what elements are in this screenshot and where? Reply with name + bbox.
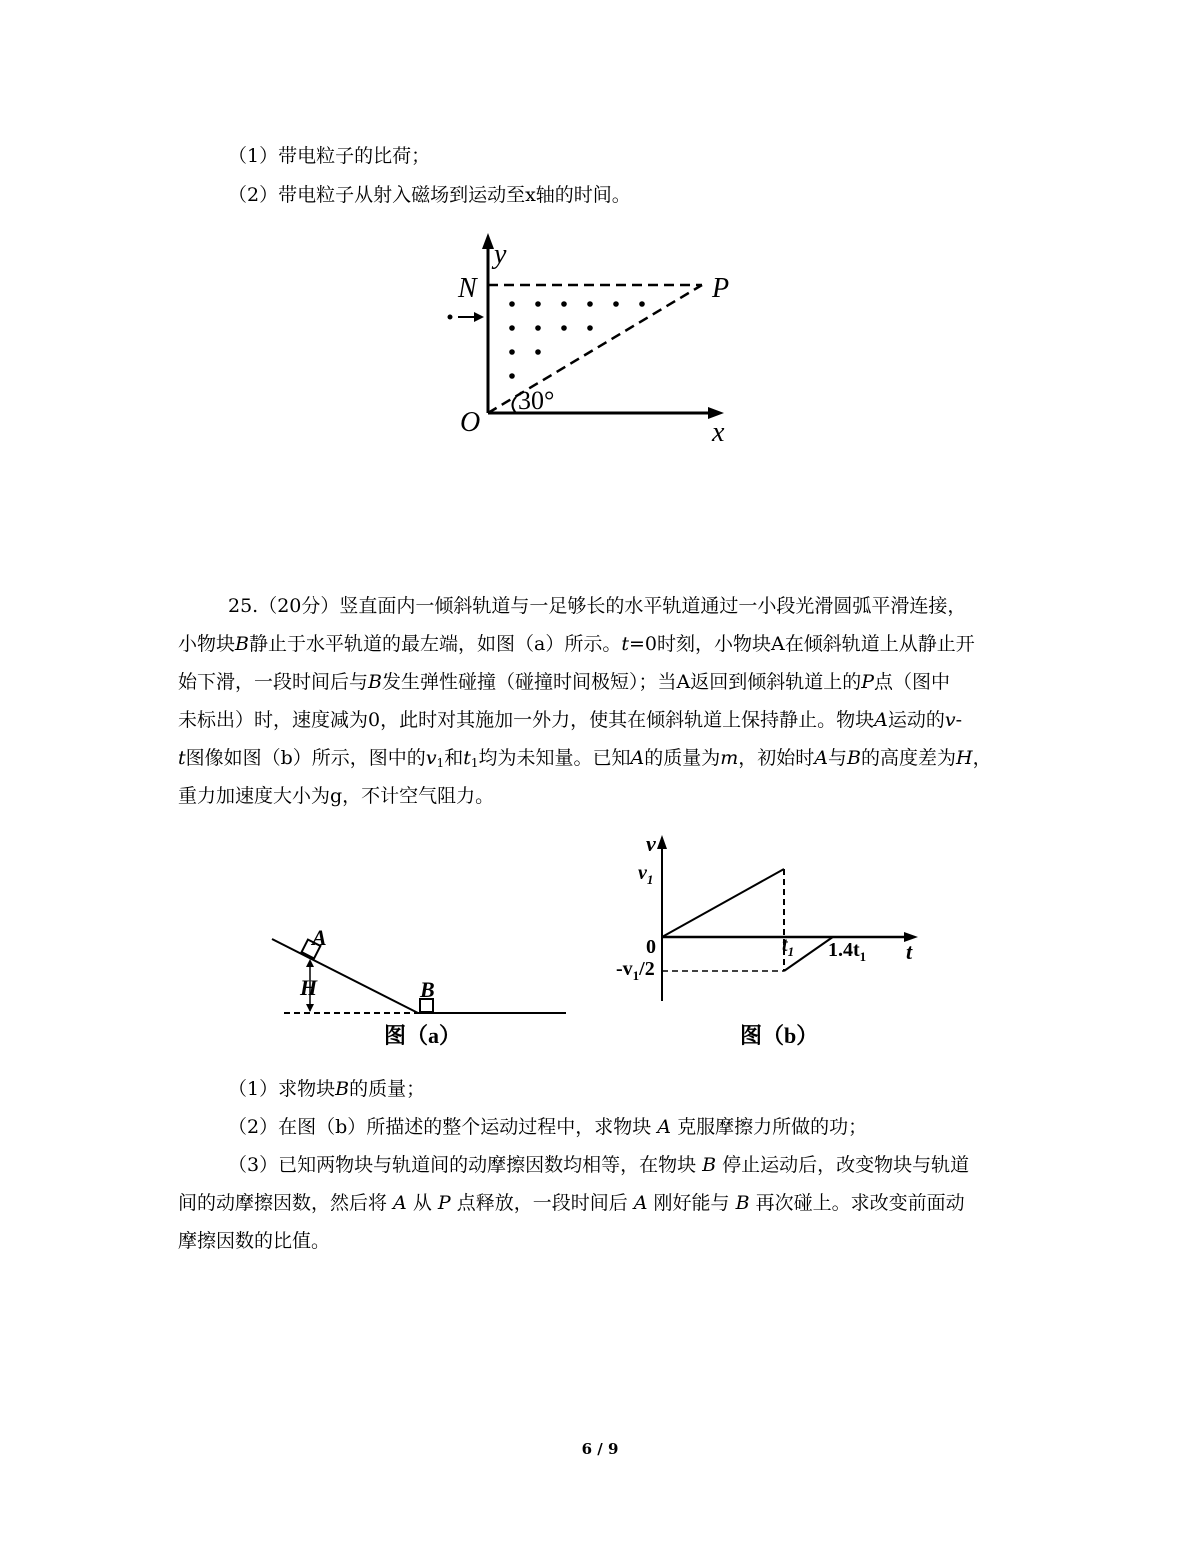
v-axis-arrow-icon <box>657 835 667 849</box>
prev-question-2: （2）带电粒子从射入磁场到运动至x轴的时间。 <box>228 184 631 206</box>
figure-a-incline <box>260 915 580 1055</box>
tick-label-t1: $t_1$ <box>782 934 795 959</box>
label-x: x <box>712 417 725 448</box>
height-arrow-down-icon <box>306 1004 314 1012</box>
figure-b-vt-graph <box>600 825 940 1055</box>
label-b: B <box>420 977 435 1002</box>
caption-a: 图（a） <box>384 1023 462 1048</box>
label-angle: 30° <box>518 386 555 415</box>
field-dots <box>509 301 645 379</box>
label-p: P <box>712 273 730 304</box>
tick-label-1-4-t1: $1.4t_1$ <box>828 939 867 964</box>
tick-label-v1: $v_1$ <box>638 862 654 887</box>
problem-25-line-6: 重力加速度大小为g，不计空气阻力。 <box>178 785 495 807</box>
problem-25-line-4: 未标出）时，速度减为0，此时对其施加一外力，使其在倾斜轨道上保持静止。物块A运动的v- <box>178 709 962 731</box>
vt-series-line-1 <box>662 869 784 937</box>
sub-question-3-line-1: （3）已知两物块与轨道间的动摩擦因数均相等，在物块 B 停止运动后，改变物块与轨道 <box>228 1154 970 1176</box>
sub-question-3-line-3: 摩擦因数的比值。 <box>178 1230 331 1252</box>
velocity-arrow-head-icon <box>474 312 484 322</box>
sub-question-2: （2）在图（b）所描述的整个运动过程中，求物块 A 克服摩擦力所做的功； <box>228 1116 868 1138</box>
label-y: y <box>494 239 507 270</box>
tick-label-zero: 0 <box>646 936 656 958</box>
figure-magnetic-field <box>430 225 750 450</box>
angle-arc <box>513 397 517 413</box>
problem-25-line-1: 25.（20分）竖直面内一倾斜轨道与一足够长的水平轨道通过一小段光滑圆弧平滑连接， <box>228 595 967 617</box>
label-a: A <box>312 925 327 950</box>
problem-25-line-2: 小物块B静止于水平轨道的最左端，如图（a）所示。t=0时刻，小物块A在倾斜轨道上从静止开 <box>178 633 975 655</box>
label-h: H <box>300 975 318 1000</box>
particle-icon <box>448 315 453 320</box>
problem-25-line-5: t图像如图（b）所示，图中的$v_1$和$t_1$均为未知量。已知A的质量为m，初始时A与B的高度差为H， <box>178 747 992 770</box>
tick-label-neg-half-v1: $-v_1/2$ <box>616 958 655 983</box>
caption-b: 图（b） <box>740 1023 819 1048</box>
label-t: t <box>906 939 913 964</box>
page-number: 6 / 9 <box>581 1440 619 1458</box>
incline-track <box>272 939 418 1013</box>
y-arrow-icon <box>482 233 494 249</box>
label-n: N <box>458 273 477 304</box>
sub-question-3-line-2: 间的动摩擦因数，然后将 A 从 P 点释放，一段时间后 A 刚好能与 B 再次碰上。求改变前面动 <box>178 1192 965 1214</box>
label-o: O <box>460 407 481 438</box>
sub-question-1: （1）求物块B的质量； <box>228 1078 426 1100</box>
label-v: v <box>646 831 656 856</box>
prev-question-1: （1）带电粒子的比荷； <box>228 145 431 167</box>
problem-25-line-3: 始下滑，一段时间后与B发生弹性碰撞（碰撞时间极短）；当A返回到倾斜轨道上的P点（图中 <box>178 671 951 693</box>
